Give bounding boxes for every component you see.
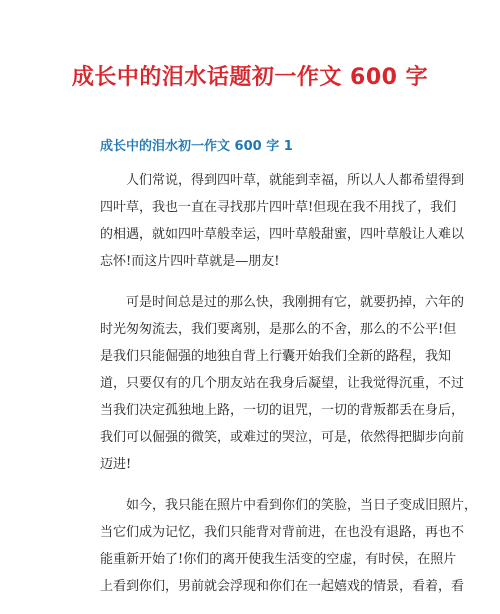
text-line: 当我们决定孤独地上路，一切的诅咒，一切的背叛都丢在身后， bbox=[100, 403, 465, 418]
text-line: 我们可以倔强的微笑，或难过的哭泣，可是，依然得把脚步向前 bbox=[100, 430, 465, 445]
paragraph-1 bbox=[100, 167, 465, 275]
text-line: 道，只要仅有的几个朋友站在我身后凝望，让我觉得沉重，不过 bbox=[100, 376, 465, 391]
text-line: 忘怀!而这片四叶草就是—朋友! bbox=[100, 254, 280, 269]
text-line: 能重新开始了!你们的离开使我生活变的空虚，有时侯，在照片 bbox=[100, 552, 457, 567]
paragraph-2 bbox=[100, 289, 465, 478]
text-line: 的相遇，就如四叶草般幸运，四叶草般甜蜜，四叶草般让人难以 bbox=[100, 227, 465, 242]
text-line: 可是时间总是过的那么快，我刚拥有它，就要扔掉，六年的 bbox=[126, 295, 465, 310]
text-line: 上看到你们，男前就会浮现和你们在一起嬉戏的情景，看着，看 bbox=[100, 579, 465, 594]
section-heading: 成长中的泪水初一作文 600 字 1 bbox=[100, 139, 293, 154]
essay-body bbox=[100, 167, 478, 614]
text-line: 时光匆匆流去，我们要离别，是那么的不舍，那么的不公平!但 bbox=[100, 322, 457, 337]
text-line: 迈进! bbox=[100, 457, 132, 472]
text-line: 当它们成为记忆，我们只能背对背前进，在也没有退路，再也不 bbox=[100, 525, 465, 540]
page-title: 成长中的泪水话题初一作文 600 字 bbox=[71, 65, 429, 90]
text-line: 是我们只能倔强的地独自背上行囊开始我们全新的路程，我知 bbox=[100, 349, 452, 364]
text-line: 人们常说，得到四叶草，就能到幸福，所以人人都希望得到 bbox=[126, 173, 465, 188]
paragraph-3 bbox=[100, 492, 478, 600]
text-line: 如今，我只能在照片中看到你们的笑脸，当日子变成旧照片， bbox=[126, 498, 478, 513]
text-line: 四叶草，我也一直在寻找那片四叶草!但现在我不用找了，我们 bbox=[100, 200, 457, 215]
